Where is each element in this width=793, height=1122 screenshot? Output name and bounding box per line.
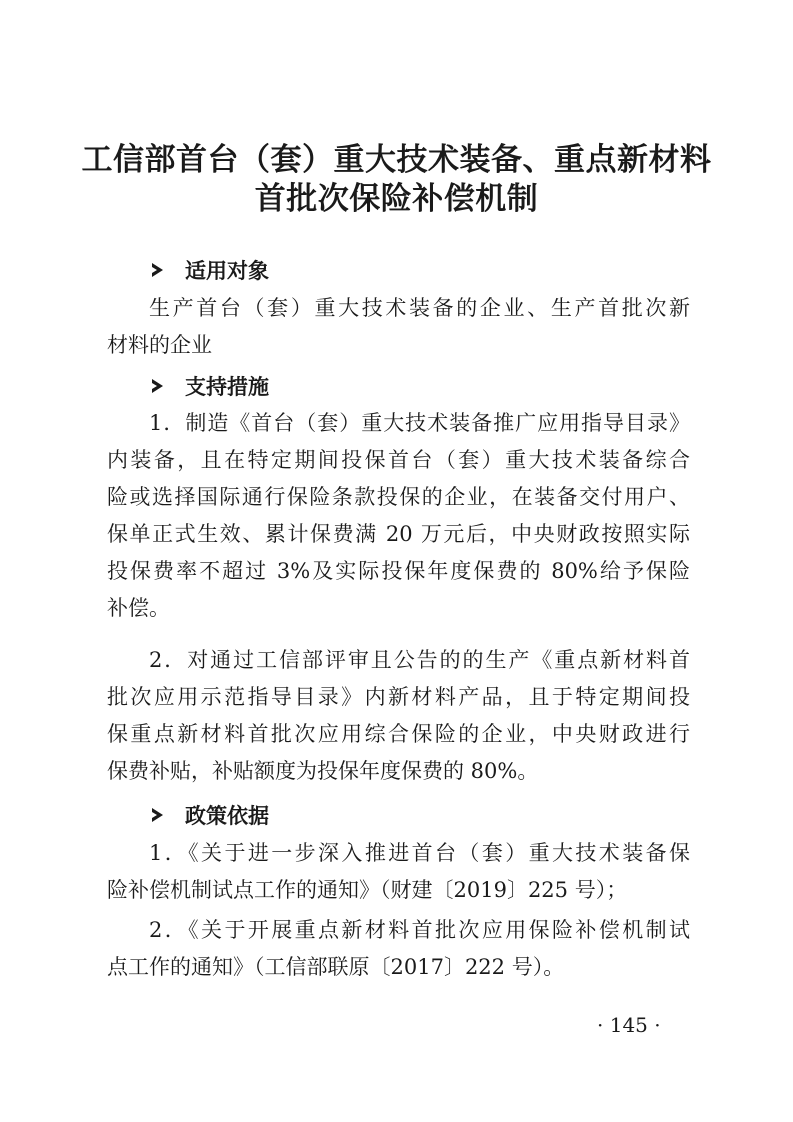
paragraph-line: 险补偿机制试点工作的通知》（财建〔2019〕225 号）； — [107, 878, 628, 902]
paragraph-line: 材料的企业 — [107, 333, 212, 357]
arrow-bullet-icon — [152, 808, 163, 822]
paragraph-support-measure-2 — [107, 642, 690, 790]
paragraph-line: 险或选择国际通行保险条款投保的企业，在装备交付用户、 — [107, 485, 690, 509]
paragraph-line: 投保费率不超过 3%及实际投保年度保费的 80%给予保险 — [107, 559, 690, 583]
paragraph-line: 点工作的通知》（工信部联原〔2017〕222 号）。 — [107, 955, 565, 979]
arrow-bullet-icon — [152, 379, 163, 393]
paragraph-line: 保费补贴，补贴额度为投保年度保费的 80%。 — [107, 759, 539, 783]
paragraph-line: 1．制造《首台（套）重大技术装备推广应用指导目录》 — [149, 411, 690, 435]
paragraph-applicable-targets — [107, 290, 690, 364]
paragraph-line: 批次应用示范指导目录》内新材料产品，且于特定期间投 — [107, 685, 690, 709]
section-heading-applicable-targets — [152, 255, 269, 285]
section-heading-policy-basis — [152, 800, 269, 830]
section-heading-label: 政策依据 — [185, 804, 269, 828]
section-heading-label: 支持措施 — [185, 375, 269, 399]
paragraph-line: 2．对通过工信部评审且公告的的生产《重点新材料首 — [149, 648, 690, 672]
paragraph-line: 保单正式生效、累计保费满 20 万元后，中央财政按照实际 — [107, 522, 690, 546]
paragraph-line: 1．《关于进一步深入推进首台（套）重大技术装备保 — [149, 841, 690, 865]
paragraph-line: 生产首台（套）重大技术装备的企业、生产首批次新 — [149, 296, 690, 320]
paragraph-line: 保重点新材料首批次应用综合保险的企业，中央财政进行 — [107, 722, 690, 746]
paragraph-line: 2．《关于开展重点新材料首批次应用保险补偿机制试 — [149, 918, 690, 942]
paragraph-line: 补偿。 — [107, 596, 170, 620]
page-number: · 145 · — [597, 1013, 661, 1037]
page-title-line-2: 首批次保险补偿机制 — [254, 181, 539, 217]
arrow-bullet-icon — [152, 263, 163, 277]
paragraph-policy-basis-2 — [107, 912, 690, 986]
section-heading-support-measures — [152, 371, 269, 401]
section-heading-label: 适用对象 — [185, 259, 269, 283]
paragraph-support-measure-1 — [107, 405, 690, 627]
paragraph-line: 内装备，且在特定期间投保首台（套）重大技术装备综合 — [107, 448, 690, 472]
paragraph-policy-basis-1 — [107, 835, 690, 909]
page-title-line-1: 工信部首台（套）重大技术装备、重点新材料 — [81, 142, 712, 178]
